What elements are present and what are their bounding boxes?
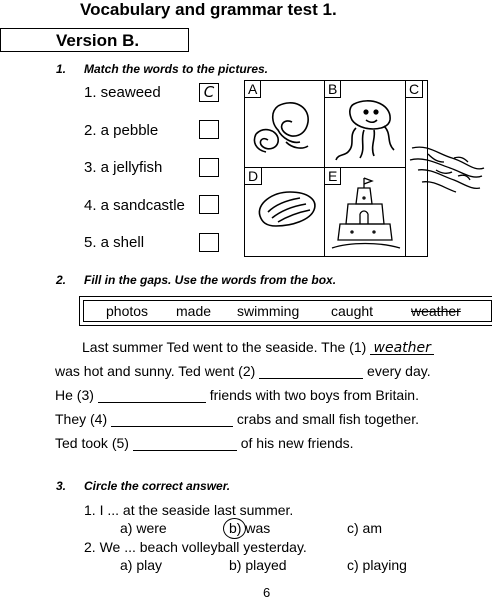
q1-instruction-text: Match the words to the pictures. — [84, 62, 269, 76]
box-word-photos: photos — [106, 303, 149, 319]
shell-picture — [248, 96, 322, 164]
gap-line-4 — [55, 411, 419, 427]
q3-question-1: 1. I ... at the seaside last summer. — [84, 502, 294, 518]
q2-instruction — [56, 273, 336, 287]
q2-number: 2. — [56, 273, 67, 287]
q1-word-3: 3. a jellyfish — [84, 159, 163, 176]
gap-text: of his new friends. — [240, 435, 354, 451]
box-word-swimming: swimming — [237, 303, 300, 319]
page-title: Vocabulary and grammar test 1. — [80, 0, 337, 19]
gap-text: He (3) — [55, 387, 94, 403]
q1-answer-box-3[interactable] — [199, 158, 219, 177]
q3-option-2c[interactable]: c) playing — [347, 557, 407, 573]
box-word-made: made — [176, 303, 212, 319]
gap-line-5 — [55, 435, 354, 451]
q3-option-1a[interactable]: a) were — [120, 520, 167, 536]
gap-line-2 — [55, 363, 431, 379]
gap-line-3 — [55, 387, 419, 403]
page-number: 6 — [263, 585, 271, 600]
q1-answer-box-4[interactable] — [199, 195, 219, 214]
gap-text: friends with two boys from Britain. — [209, 387, 419, 403]
answer-circle — [223, 518, 246, 539]
q1-answer-box-1[interactable]: C — [199, 83, 219, 102]
q3-option-2a[interactable]: a) play — [120, 557, 163, 573]
seaweed-picture — [408, 110, 488, 250]
q1-word-4: 4. a sandcastle — [84, 197, 185, 214]
q3-option-1c[interactable]: c) am — [347, 520, 382, 536]
q3-option-1b[interactable]: b) was — [229, 520, 271, 536]
q1-answer-box-2[interactable] — [199, 120, 219, 139]
q1-word-2: 2. a pebble — [84, 122, 159, 139]
gap-text: Ted took (5) — [55, 435, 129, 451]
gap-blank-5[interactable] — [133, 436, 237, 451]
pebble-picture — [254, 186, 320, 230]
gap-line-1 — [82, 339, 434, 355]
gap-blank-4[interactable] — [111, 412, 233, 427]
gap-text: They (4) — [55, 411, 108, 427]
gap-answer-1[interactable]: weather — [370, 340, 434, 355]
gap-text: every day. — [367, 363, 431, 379]
q3-instruction-text: Circle the correct answer. — [84, 479, 231, 493]
q1-word-1: 1. seaweed — [84, 84, 161, 101]
picture-label-c: C — [406, 81, 423, 98]
q1-number: 1. — [56, 62, 67, 76]
jellyfish-picture — [330, 96, 402, 166]
picture-label-e: E — [325, 168, 341, 185]
gap-blank-3[interactable] — [98, 388, 206, 403]
q1-answer-box-5[interactable] — [199, 233, 219, 252]
box-word-weather: weather — [411, 303, 461, 319]
q1-word-5: 5. a shell — [84, 234, 145, 251]
picture-label-a: A — [245, 81, 261, 98]
q3-question-2: 2. We ... beach volleyball yesterday. — [84, 539, 307, 555]
gap-text: crabs and small fish together. — [236, 411, 420, 427]
box-word-caught: caught — [331, 303, 374, 319]
gap-text: was hot and sunny. Ted went (2) — [55, 363, 256, 379]
picture-label-b: B — [325, 81, 341, 98]
q1-instruction — [56, 62, 268, 76]
sandcastle-picture — [330, 174, 402, 254]
q2-instruction-text: Fill in the gaps. Use the words from the box. — [84, 273, 337, 287]
picture-label-d: D — [245, 168, 262, 185]
q3-instruction — [56, 479, 230, 493]
grid-divider — [405, 80, 406, 257]
gap-blank-2[interactable] — [259, 364, 363, 379]
q3-option-2b[interactable]: b) played — [229, 557, 287, 573]
q3-number: 3. — [56, 479, 67, 493]
version-label: Version B. — [56, 31, 140, 50]
gap-text: Last summer Ted went to the seaside. The (1) — [82, 339, 367, 355]
